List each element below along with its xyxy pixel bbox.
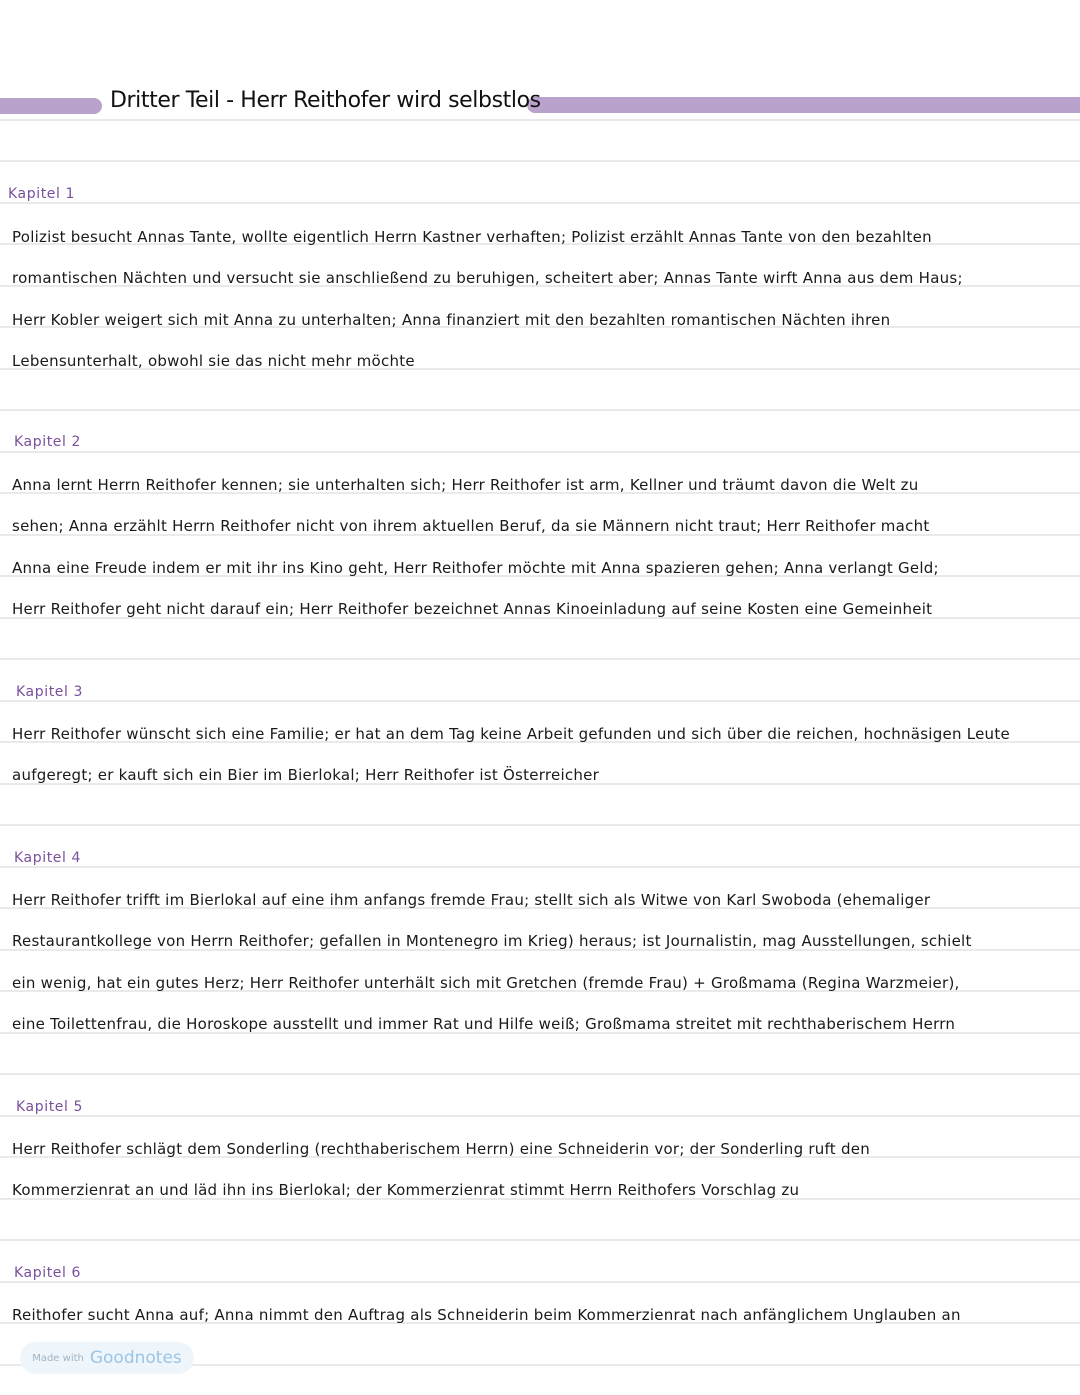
chapter-6-line-1: Reithofer sucht Anna auf; Anna nimmt den Auftrag als Schneiderin beim Kommerzienrat nach anfänglichem Unglauben an (12, 1306, 961, 1324)
chapter-3-line-1: Herr Reithofer wünscht sich eine Familie; er hat an dem Tag keine Arbeit gefunden und sich über die reichen, hochnäsigen Leute (12, 725, 1010, 743)
title-accent-bar-left (0, 98, 102, 114)
title-accent-bar-right (527, 97, 1080, 113)
watermark-brand: Goodnotes (89, 1348, 182, 1368)
chapter-heading-1: Kapitel 1 (8, 186, 76, 202)
chapter-4-line-4: eine Toilettenfrau, die Horoskope ausstellt und immer Rat und Hilfe weiß; Großmama streitet mit rechthaberischem Herrn (12, 1015, 956, 1033)
chapter-3-line-2: aufgeregt; er kauft sich ein Bier im Bierlokal; Herr Reithofer ist Österreicher (12, 766, 600, 784)
goodnotes-watermark (20, 1342, 194, 1374)
chapter-heading-6: Kapitel 6 (14, 1265, 82, 1281)
chapter-5-line-2: Kommerzienrat an und läd ihn ins Bierlokal; der Kommerzienrat stimmt Herrn Reithofers Vorschlag zu (12, 1181, 800, 1199)
chapter-4-line-3: ein wenig, hat ein gutes Herz; Herr Reithofer unterhält sich mit Gretchen (fremde Frau) + Großmama (Regina Warzmeier), (12, 974, 960, 992)
chapter-heading-3: Kapitel 3 (16, 684, 84, 700)
chapter-1-line-2: romantischen Nächten und versucht sie anschließend zu beruhigen, scheitert aber; Annas Tante wirft Anna aus dem Haus; (12, 269, 963, 287)
chapter-2-line-1: Anna lernt Herrn Reithofer kennen; sie unterhalten sich; Herr Reithofer ist arm, Kellner und träumt davon die Welt zu (12, 476, 919, 494)
chapter-1-line-4: Lebensunterhalt, obwohl sie das nicht mehr möchte (12, 352, 415, 370)
chapter-2-line-2: sehen; Anna erzählt Herrn Reithofer nicht von ihrem aktuellen Beruf, da sie Männern nicht traut; Herr Reithofer macht (12, 517, 930, 535)
chapter-4-line-2: Restaurantkollege von Herrn Reithofer; gefallen in Montenegro im Krieg) heraus; ist Journalistin, mag Ausstellungen, schielt (12, 932, 972, 950)
chapter-2-line-4: Herr Reithofer geht nicht darauf ein; Herr Reithofer bezeichnet Annas Kinoeinladung auf seine Kosten eine Gemeinheit (12, 600, 933, 618)
chapter-heading-4: Kapitel 4 (14, 850, 82, 866)
chapter-heading-2: Kapitel 2 (14, 434, 82, 450)
page-title: Dritter Teil - Herr Reithofer wird selbstlos (110, 88, 541, 113)
chapter-4-line-1: Herr Reithofer trifft im Bierlokal auf eine ihm anfangs fremde Frau; stellt sich als Witwe von Karl Swoboda (ehemaliger (12, 891, 931, 909)
chapter-heading-5: Kapitel 5 (16, 1099, 84, 1115)
watermark-prefix: Made with (32, 1352, 84, 1364)
chapter-5-line-1: Herr Reithofer schlägt dem Sonderling (rechthaberischem Herrn) eine Schneiderin vor; der Sonderling ruft den (12, 1140, 870, 1158)
chapter-1-line-3: Herr Kobler weigert sich mit Anna zu unterhalten; Anna finanziert mit den bezahlten romantischen Nächten ihren (12, 311, 891, 329)
chapter-2-line-3: Anna eine Freude indem er mit ihr ins Kino geht, Herr Reithofer möchte mit Anna spazieren gehen; Anna verlangt Geld; (12, 559, 939, 577)
chapter-1-line-1: Polizist besucht Annas Tante, wollte eigentlich Herrn Kastner verhaften; Polizist erzählt Annas Tante von den bezahlten (12, 228, 932, 246)
